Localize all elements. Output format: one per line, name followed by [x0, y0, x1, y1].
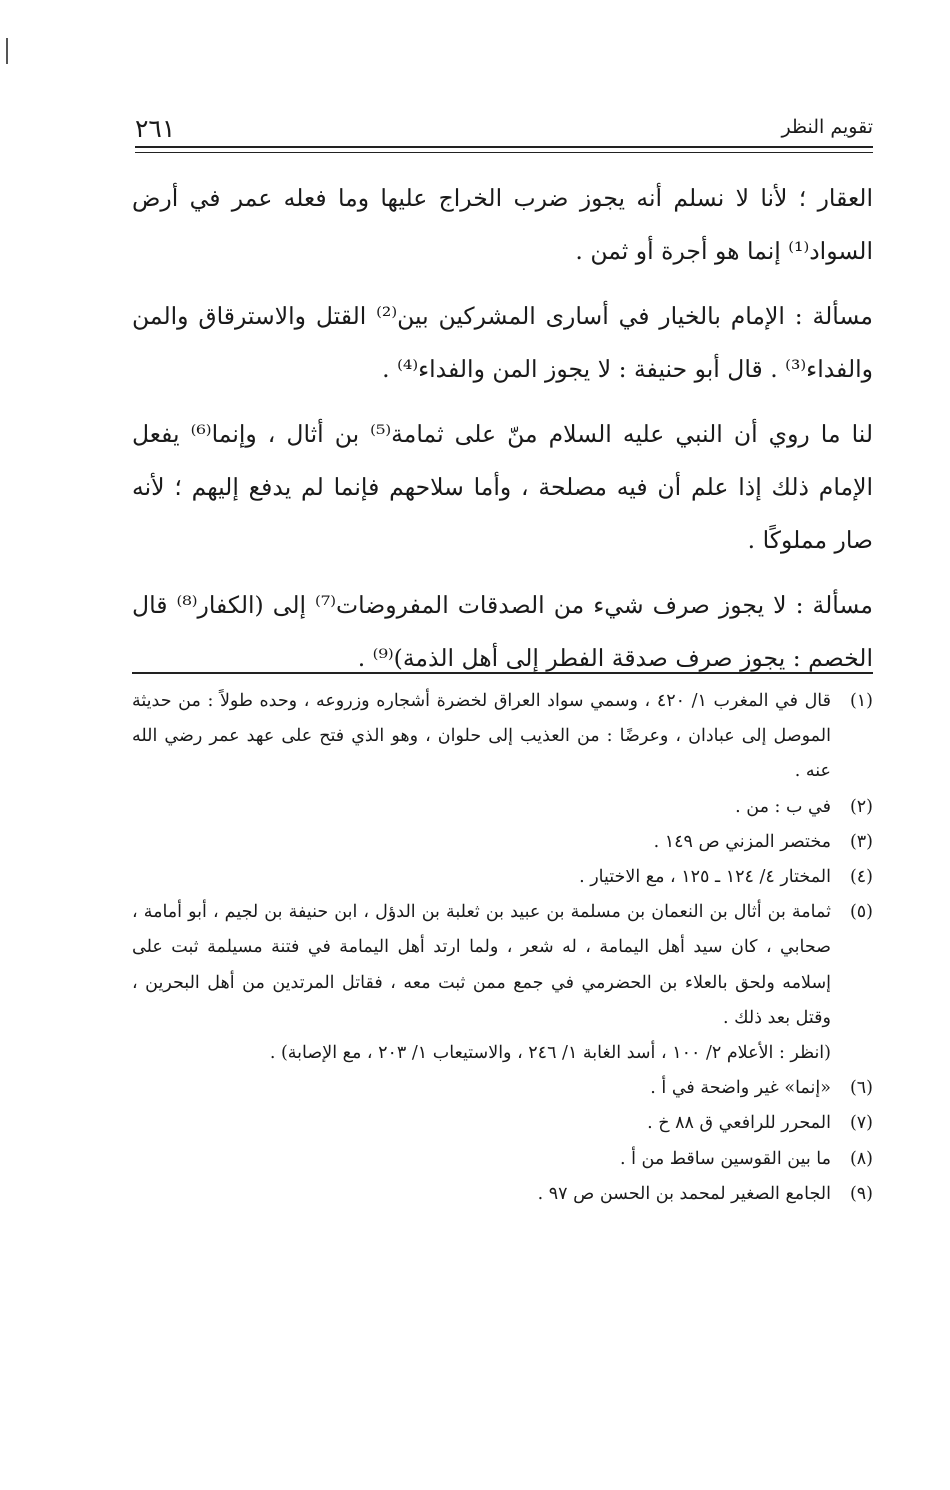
- footnote-text: (انظر : الأعلام ٢/ ١٠٠ ، أسد الغابة ١/ ٢٤٦ ، والاستيعاب ١/ ٢٠٣ ، مع الإصابة) .: [269, 1043, 831, 1064]
- footnote: [132, 895, 873, 1036]
- footnote: [132, 1071, 873, 1106]
- footnote: [132, 860, 873, 895]
- header-rule: [135, 146, 873, 148]
- footnote-number: (٦): [849, 1078, 873, 1099]
- footnote-number: (٩): [849, 1183, 873, 1204]
- paragraph: مسألة : الإمام بالخيار في أسارى المشركين بين⁽²⁾ القتل والاسترقاق والمن والفداء⁽³⁾ . قال أبو حنيفة : لا يجوز المن والفداء⁽⁴⁾ .: [132, 302, 873, 383]
- scan-edge-mark: [6, 38, 8, 64]
- footnote-text: «إنما» غير واضحة في أ .: [650, 1078, 831, 1099]
- page-number: ٢٦١: [135, 114, 176, 143]
- paragraph: العقار ؛ لأنا لا نسلم أنه يجوز ضرب الخراج عليها وما فعله عمر في أرض السواد⁽¹⁾ إنما هو أجرة أو ثمن .: [132, 184, 873, 265]
- footnote-number: (٧): [849, 1113, 873, 1134]
- page-header: [135, 112, 873, 146]
- footnote-text: الجامع الصغير لمحمد بن الحسن ص ٩٧ .: [537, 1183, 831, 1204]
- footnote-text: قال في المغرب ١/ ٤٢٠ ، وسمي سواد العراق لخضرة أشجاره وزروعه ، وحده طولاً : من حديثة الموصل إلى عبادان ، وعرضًا : من العذيب إلى حلوان ، وهو الذي فتح على عهد عمر رضي الله عنه .: [132, 691, 832, 782]
- footnote-number: (٢): [849, 796, 873, 817]
- footnote: [132, 684, 873, 790]
- footnote-text: ما بين القوسين ساقط من أ .: [620, 1148, 831, 1169]
- footnote-number: (٣): [849, 831, 873, 852]
- main-text: [132, 172, 873, 685]
- footnote-continuation: [132, 1036, 873, 1071]
- footnote: [132, 1106, 873, 1141]
- footnote: [132, 790, 873, 825]
- footnote-text: في ب : من .: [735, 796, 831, 817]
- paragraph: مسألة : لا يجوز صرف شيء من الصدقات المفروضات⁽⁷⁾ إلى (الكفار⁽⁸⁾ قال الخصم : يجوز صرف صدقة الفطر إلى أهل الذمة)⁽⁹⁾ .: [132, 591, 873, 672]
- footnote-separator: [132, 672, 873, 674]
- footnote: [132, 825, 873, 860]
- header-rule-double: [135, 152, 873, 153]
- footnote-number: (٥): [849, 902, 873, 923]
- footnote-text: المحرر للرافعي ق ٨٨ خ .: [647, 1113, 831, 1134]
- footnote-number: (٨): [849, 1148, 873, 1169]
- footnotes: [132, 684, 873, 1212]
- footnote-text: المختار ٤/ ١٢٤ ـ ١٢٥ ، مع الاختيار .: [579, 867, 831, 888]
- footnote-text: مختصر المزني ص ١٤٩ .: [653, 831, 831, 852]
- footnote: [132, 1177, 873, 1212]
- footnote-number: (١): [849, 691, 873, 711]
- footnote-text: ثمامة بن أثال بن النعمان بن مسلمة بن عبيد بن ثعلبة بن الدؤل ، ابن حنيفة بن لجيم ، أبو أمامة ، صحابي ، كان سيد أهل اليمامة ، له شعر ، ولما ارتد أهل اليمامة في فتنة مسيلمة ثبت على إسلامه ولحق بالعلاء بن الحضرمي في جمع ممن ثبت معه ، فقاتل المرتدين من أهل البحرين ، وقتل بعد ذلك .: [132, 902, 831, 1028]
- footnote-number: (٤): [849, 867, 873, 888]
- footnote: [132, 1142, 873, 1177]
- paragraph: لنا ما روي أن النبي عليه السلام منّ على ثمامة⁽⁵⁾ بن أثال ، وإنما⁽⁶⁾ يفعل الإمام ذلك إذا علم أن فيه مصلحة ، وأما سلاحهم فإنما لم يدفع إليهم ؛ لأنه صار مملوكًا .: [132, 420, 873, 554]
- running-title: تقويم النظر: [781, 116, 873, 138]
